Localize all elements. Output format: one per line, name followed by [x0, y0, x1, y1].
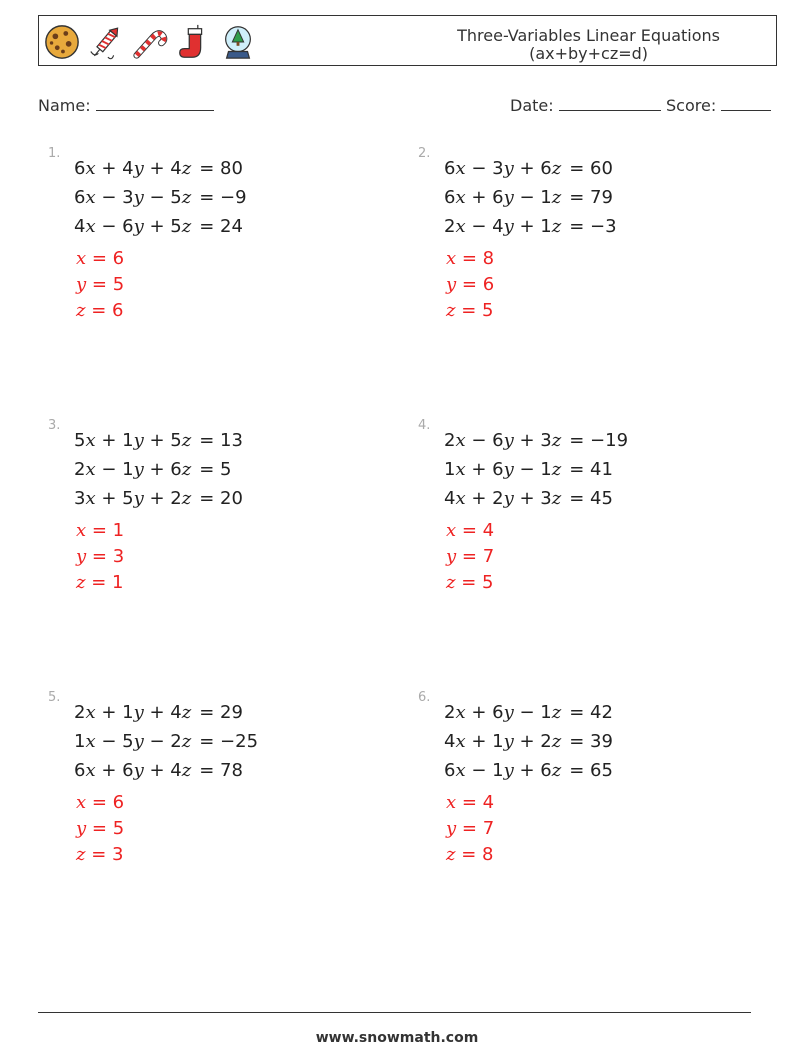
answer-x: x = 6	[76, 792, 125, 813]
answer-y: y = 7	[446, 818, 495, 839]
problem-5	[48, 690, 388, 930]
answer-x: x = 4	[446, 792, 495, 813]
equation-rhs: = 60	[569, 158, 613, 179]
equation-rhs: = −25	[199, 731, 259, 752]
equation-lhs: 3x + 5y + 2z	[74, 488, 192, 509]
score-field	[666, 94, 771, 115]
name-blank[interactable]	[96, 94, 214, 111]
answer-z: z = 1	[76, 572, 124, 593]
firework-rocket-icon	[87, 23, 125, 61]
date-field	[510, 94, 661, 115]
answer-y: y = 6	[446, 274, 495, 295]
candy-cane-icon	[131, 23, 169, 61]
problem-1	[48, 146, 388, 386]
equation-system	[444, 698, 613, 785]
problem-6	[418, 690, 758, 930]
answer-y: y = 3	[76, 546, 125, 567]
problem-number: 2.	[418, 146, 431, 161]
score-blank[interactable]	[721, 94, 771, 111]
name-label: Name:	[38, 96, 91, 115]
equation-lhs: 2x − 1y + 6z	[74, 459, 192, 480]
equation-rhs: = 39	[569, 731, 613, 752]
worksheet-subtitle: (ax+by+cz=d)	[529, 44, 649, 63]
problem-4	[418, 418, 758, 658]
problem-number: 6.	[418, 690, 431, 705]
footer-url: www.snowmath.com	[315, 1030, 479, 1046]
problem-number: 1.	[48, 146, 61, 161]
equation-lhs: 2x − 6y + 3z	[444, 430, 562, 451]
worksheet-header	[38, 15, 777, 66]
equation-rhs: = 5	[199, 459, 232, 480]
equation-system	[444, 426, 628, 513]
equation-lhs: 4x + 1y + 2z	[444, 731, 562, 752]
equation-rhs: = 42	[569, 702, 613, 723]
problem-3	[48, 418, 388, 658]
answer-y: y = 7	[446, 546, 495, 567]
answer-y: y = 5	[76, 818, 125, 839]
equation-rhs: = 29	[199, 702, 243, 723]
header-icons	[43, 20, 257, 64]
equation-rhs: = −9	[199, 187, 247, 208]
equation-lhs: 2x − 4y + 1z	[444, 216, 562, 237]
equation-lhs: 1x − 5y − 2z	[74, 731, 192, 752]
equation-lhs: 4x − 6y + 5z	[74, 216, 192, 237]
equation-rhs: = 24	[199, 216, 243, 237]
title-block	[457, 27, 720, 63]
problem-number: 5.	[48, 690, 61, 705]
answer-z: z = 5	[446, 300, 494, 321]
answer-x: x = 4	[446, 520, 495, 541]
equation-lhs: 6x + 6y + 4z	[74, 760, 192, 781]
answer-y: y = 5	[76, 274, 125, 295]
equation-system	[444, 154, 617, 241]
date-blank[interactable]	[559, 94, 661, 111]
answer-z: z = 6	[76, 300, 124, 321]
footer-divider	[38, 1012, 751, 1013]
equation-rhs: = −19	[569, 430, 629, 451]
equation-system	[74, 698, 258, 785]
equation-rhs: = −3	[569, 216, 617, 237]
equation-lhs: 6x − 3y − 5z	[74, 187, 192, 208]
equation-lhs: 6x − 3y + 6z	[444, 158, 562, 179]
equation-system	[74, 426, 243, 513]
christmas-stocking-icon	[175, 23, 213, 61]
answer-z: z = 5	[446, 572, 494, 593]
cookie-icon	[43, 23, 81, 61]
equation-rhs: = 80	[199, 158, 243, 179]
equation-lhs: 2x + 1y + 4z	[74, 702, 192, 723]
answer-x: x = 8	[446, 248, 495, 269]
equation-rhs: = 41	[569, 459, 613, 480]
equation-rhs: = 20	[199, 488, 243, 509]
equation-lhs: 6x + 6y − 1z	[444, 187, 562, 208]
answer-x: x = 1	[76, 520, 125, 541]
equation-lhs: 2x + 6y − 1z	[444, 702, 562, 723]
equation-rhs: = 65	[569, 760, 613, 781]
name-field	[38, 94, 214, 115]
equation-rhs: = 45	[569, 488, 613, 509]
equation-lhs: 6x − 1y + 6z	[444, 760, 562, 781]
equation-system	[74, 154, 247, 241]
answer-z: z = 3	[76, 844, 124, 865]
date-label: Date:	[510, 96, 554, 115]
problem-2	[418, 146, 758, 386]
worksheet-title: Three-Variables Linear Equations	[457, 26, 720, 45]
equation-rhs: = 79	[569, 187, 613, 208]
answer-x: x = 6	[76, 248, 125, 269]
equation-lhs: 5x + 1y + 5z	[74, 430, 192, 451]
equation-lhs: 4x + 2y + 3z	[444, 488, 562, 509]
problem-number: 4.	[418, 418, 431, 433]
answer-z: z = 8	[446, 844, 494, 865]
equation-rhs: = 78	[199, 760, 243, 781]
score-label: Score:	[666, 96, 717, 115]
snow-globe-icon	[219, 23, 257, 61]
equation-lhs: 1x + 6y − 1z	[444, 459, 562, 480]
equation-rhs: = 13	[199, 430, 243, 451]
equation-lhs: 6x + 4y + 4z	[74, 158, 192, 179]
problem-number: 3.	[48, 418, 61, 433]
